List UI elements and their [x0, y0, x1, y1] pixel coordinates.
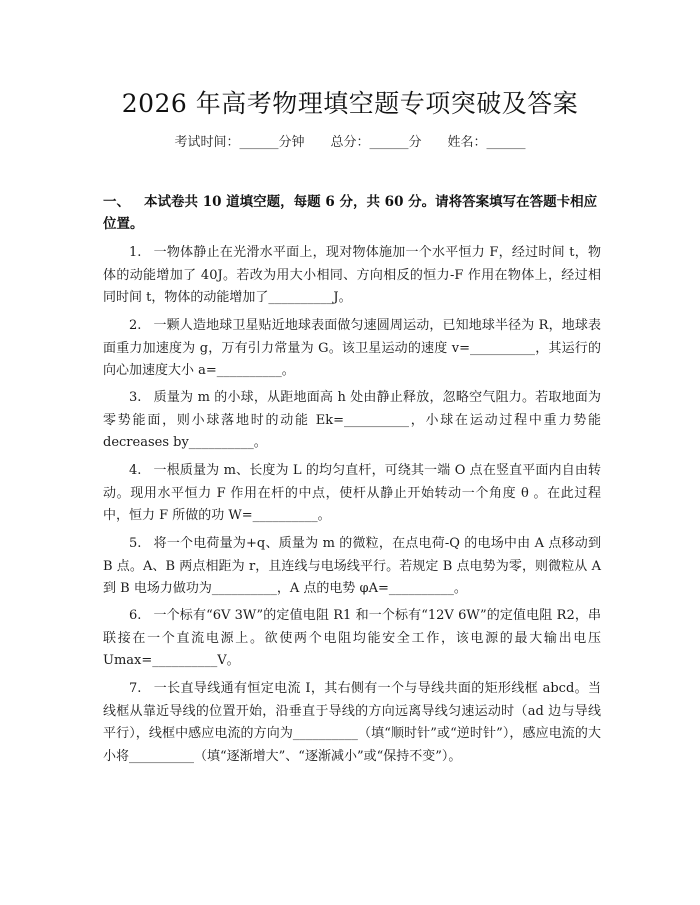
question-text: 将一个电荷量为+q、质量为 m 的微粒，在点电荷-Q 的电场中由 A 点移动到 B 点。A、B 两点相距为 r，且连线与电场线平行。若规定 B 点电势为零，则微粒从 A 到 B 电场力做功为__________，A 点的电势 φA=__________。 [103, 536, 601, 596]
question-6 [103, 605, 601, 673]
question-number: 2. [129, 318, 142, 333]
section-heading [103, 191, 601, 235]
question-3 [103, 387, 601, 455]
question-5 [103, 533, 601, 601]
exam-time-label: 考试时间：______分钟 [174, 135, 305, 150]
question-number: 3. [129, 390, 142, 405]
question-number: 6. [129, 608, 142, 623]
question-number: 1. [129, 245, 142, 260]
question-text: 一长直导线通有恒定电流 I，其右侧有一个与导线共面的矩形线框 abcd。当线框从靠近导线的位置开始，沿垂直于导线的方向远离导线匀速运动时（ad 边与导线平行），线框中感应电流的方向为__________（填“顺时针”或“逆时针”），感应电流的大小将__________（填“逐渐增大”、“逐渐减小”或“保持不变”）。 [103, 681, 601, 764]
question-number: 4. [129, 463, 142, 478]
question-1 [103, 242, 601, 310]
question-number: 5. [129, 536, 142, 551]
exam-meta [0, 131, 700, 150]
question-2 [103, 315, 601, 383]
page-title: 2026 年高考物理填空题专项突破及答案 [121, 89, 579, 118]
student-name-label: 姓名：______ [447, 135, 526, 150]
question-text: 一物体静止在光滑水平面上，现对物体施加一个水平恒力 F，经过时间 t，物体的动能增加了 40J。若改为用大小相同、方向相反的恒力-F 作用在物体上，经过相同时间 t，物体的动能增加了__________J。 [103, 245, 601, 305]
question-text: 一颗人造地球卫星贴近地球表面做匀速圆周运动，已知地球半径为 R，地球表面重力加速度为 g，万有引力常量为 G。该卫星运动的速度 v=__________，其运行的向心加速度大小 a=__________。 [103, 318, 601, 378]
question-7 [103, 678, 601, 768]
total-score-label: 总分：______分 [330, 135, 422, 150]
question-number: 7. [129, 681, 142, 696]
question-text: 一根质量为 m、长度为 L 的均匀直杆，可绕其一端 O 点在竖直平面内自由转动。现用水平恒力 F 作用在杆的中点，使杆从静止开始转动一个角度 θ 。在此过程中，恒力 F 所做的功 W=__________。 [103, 463, 601, 523]
question-text: 质量为 m 的小球，从距地面高 h 处由静止释放，忽略空气阻力。若取地面为零势能面，则小球落地时的动能 Ek=__________，小球在运动过程中重力势能 decreases by__________。 [103, 390, 601, 450]
question-text: 一个标有“6V 3W”的定值电阻 R1 和一个标有“12V 6W”的定值电阻 R2，串联接在一个直流电源上。欲使两个电阻均能安全工作，该电源的最大输出电压 Umax=__________V。 [103, 608, 601, 668]
question-4 [103, 460, 601, 528]
section-number: 一、 [103, 194, 130, 210]
section-instructions: 本试卷共 10 道填空题，每题 6 分，共 60 分。请将答案填写在答题卡相应位置。 [103, 194, 598, 232]
